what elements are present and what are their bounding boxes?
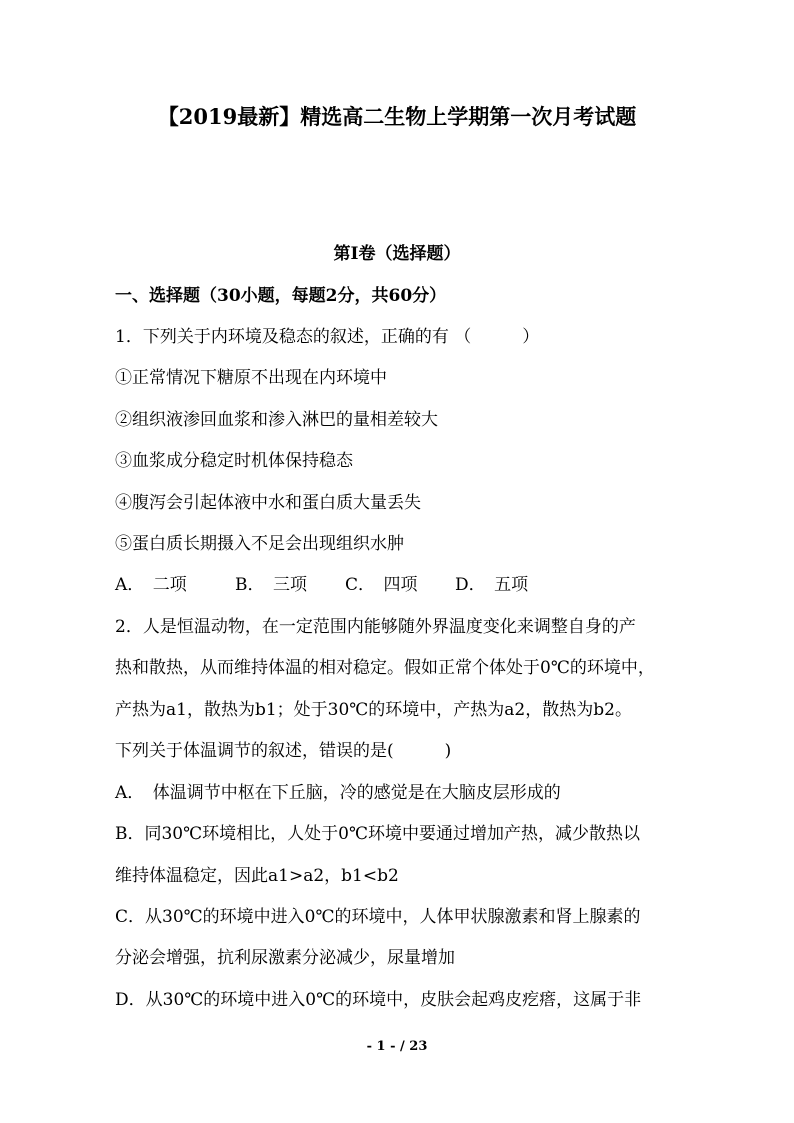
question-1-option-a: A． 二项: [115, 575, 187, 595]
question-1-option-c: C． 四项: [345, 575, 418, 595]
question-2-option-c-line-1: C．从30℃的环境中进入0℃的环境中，人体甲状腺激素和肾上腺素的: [115, 907, 641, 927]
question-2-option-a: A． 体温调节中枢在下丘脑，冷的感觉是在大脑皮层形成的: [115, 783, 561, 803]
question-2-stem-line-3: 产热为a1，散热为b1；处于30℃的环境中，产热为a2，散热为b2。: [115, 700, 632, 720]
question-2-option-c-line-2: 分泌会增强，抗利尿激素分泌减少，尿量增加: [115, 948, 455, 968]
question-2-stem-line-2: 热和散热，从而维持体温的相对稳定。假如正常个体处于0℃的环境中，: [115, 658, 655, 678]
question-2-option-b-line-1: B．同30℃环境相比，人处于0℃环境中要通过增加产热，减少散热以: [115, 824, 640, 844]
question-1-option-b: B． 三项: [235, 575, 307, 595]
question-1-option-d: D． 五项: [455, 575, 529, 595]
question-2-option-b-line-2: 维持体温稳定，因此a1>a2，b1<b2: [115, 866, 399, 886]
question-1-item-4: ④腹泻会引起体液中水和蛋白质大量丢失: [115, 493, 421, 513]
question-2-stem-line-1: 2．人是恒温动物，在一定范围内能够随外界温度变化来调整自身的产: [115, 617, 636, 637]
question-2-stem-line-4: 下列关于体温调节的叙述，错误的是( ): [115, 741, 452, 761]
document-title: 【2019最新】精选高二生物上学期第一次月考试题: [157, 104, 637, 129]
question-1-item-3: ③血浆成分稳定时机体保持稳态: [115, 451, 353, 471]
question-1-options: [115, 571, 528, 599]
question-1-item-1: ①正常情况下糖原不出现在内环境中: [115, 368, 387, 388]
part-heading: 一、选择题（30小题，每题2分，共60分）: [115, 286, 447, 306]
question-1-item-5: ⑤蛋白质长期摄入不足会出现组织水肿: [115, 534, 404, 554]
page-number-footer: - 1 - / 23: [366, 1039, 428, 1054]
question-1-stem: 1．下列关于内环境及稳态的叙述，正确的有 （ ）: [115, 327, 540, 347]
question-2-option-d-line-1: D．从30℃的环境中进入0℃的环境中，皮肤会起鸡皮疙瘩，这属于非: [115, 990, 642, 1010]
question-1-item-2: ②组织液渗回血浆和渗入淋巴的量相差较大: [115, 410, 438, 430]
section-heading: 第Ⅰ卷（选择题）: [333, 244, 461, 264]
